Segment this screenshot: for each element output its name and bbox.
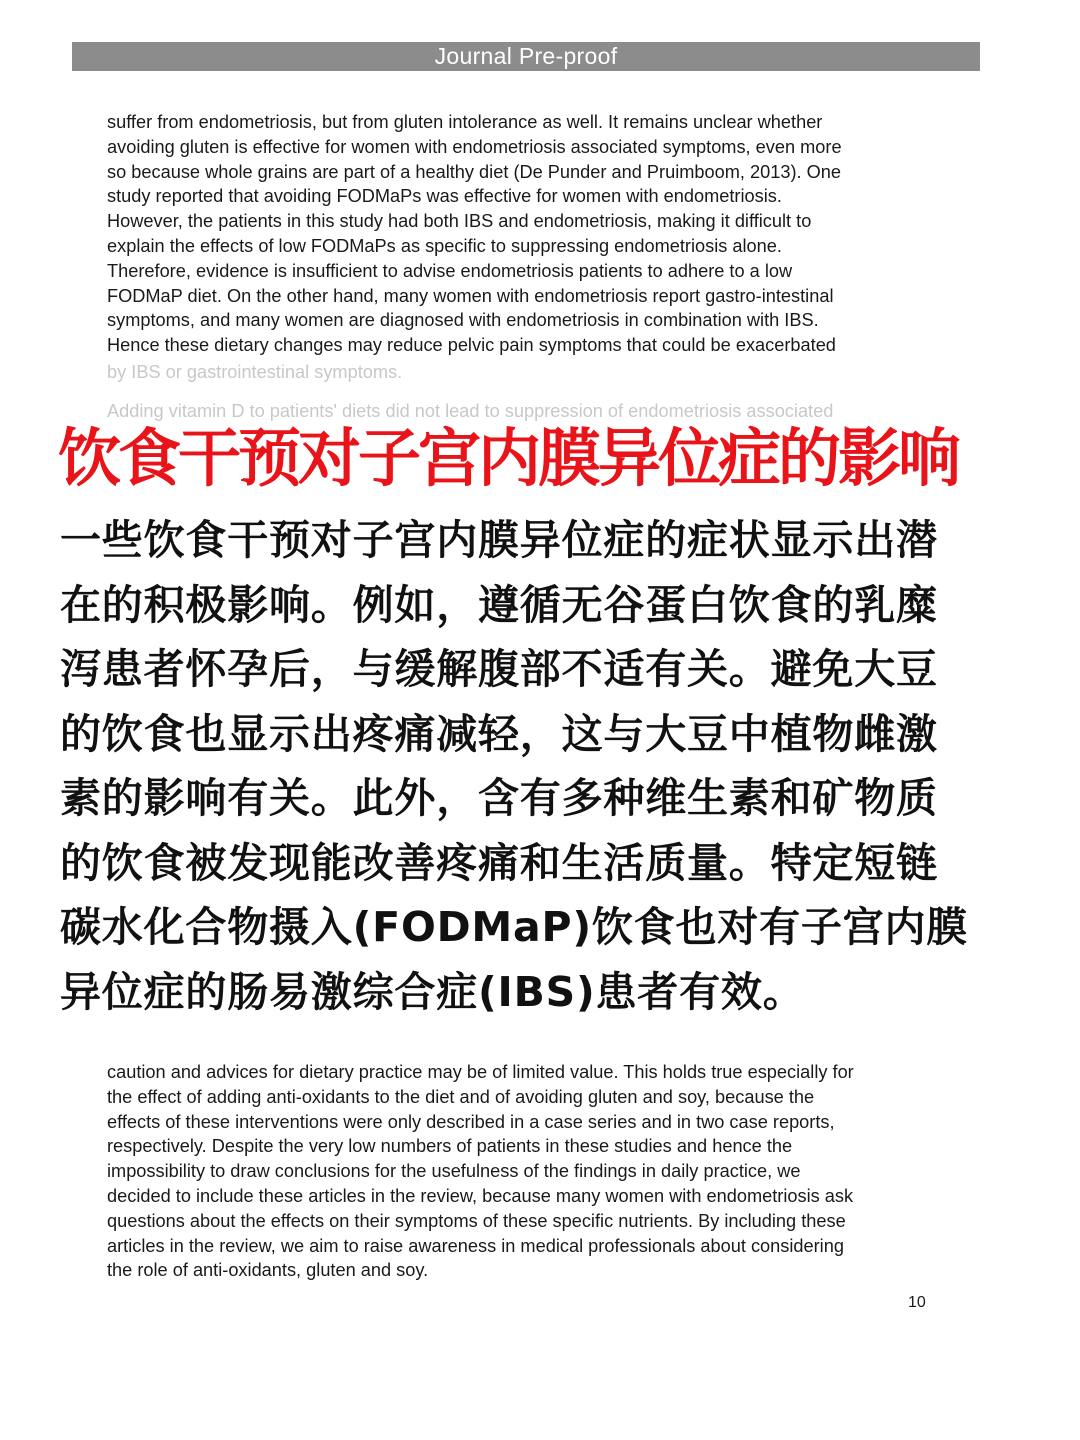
text-line: effects of these interventions were only described in a case series and in two case reports, (107, 1111, 835, 1132)
text-line: by IBS or gastrointestinal symptoms. (107, 362, 403, 382)
text-line: the effect of adding anti-oxidants to the diet and of avoiding gluten and soy, because the (107, 1086, 815, 1107)
text-line: FODMaP diet. On the other hand, many women with endometriosis report gastro-intestinal (107, 285, 834, 306)
text-line: caution and advices for dietary practice may be of limited value. This holds true especially for (107, 1062, 854, 1082)
paragraph-top (107, 110, 947, 358)
summary-line: 泻患者怀孕后，与缓解腹部不适有关。避免大豆 (60, 645, 938, 693)
text-line: the role of anti-oxidants, gluten and soy. (107, 1260, 429, 1281)
page-number: 10 (908, 1294, 926, 1311)
summary-line: 异位症的肠易激综合症(IBS)患者有效。 (60, 967, 805, 1016)
summary-line: 一些饮食干预对子宫内膜异位症的症状显示出潜 (60, 516, 938, 564)
paragraph-faded (107, 360, 947, 424)
summary-line: 在的积极影响。例如，遵循无谷蛋白饮食的乳糜 (60, 580, 938, 629)
journal-preproof-banner: Journal Pre-proof (72, 42, 980, 71)
text-line: Hence these dietary changes may reduce pelvic pain symptoms that could be exacerbated (107, 335, 836, 356)
summary-line: 的饮食也显示出疼痛减轻，这与大豆中植物雌激 (60, 709, 938, 758)
text-line: Therefore, evidence is insufficient to advise endometriosis patients to adhere to a low (107, 260, 793, 281)
text-line: Adding vitamin D to patients' diets did not lead to suppression of endometriosis associated (107, 400, 834, 421)
paragraph-bottom (107, 1060, 947, 1283)
text-line: suffer from endometriosis, but from gluten intolerance as well. It remains unclear whether (107, 112, 823, 132)
summary-line: 的饮食被发现能改善疼痛和生活质量。特定短链 (60, 838, 938, 887)
text-line: symptoms, and many women are diagnosed with endometriosis in combination with IBS. (107, 310, 819, 331)
text-line: respectively. Despite the very low numbers of patients in these studies and hence the (107, 1136, 793, 1157)
text-line: However, the patients in this study had both IBS and endometriosis, making it difficult to (107, 211, 812, 232)
text-line: avoiding gluten is effective for women with endometriosis associated symptoms, even more (107, 136, 842, 157)
text-line: study reported that avoiding FODMaPs was effective for women with endometriosis. (107, 186, 782, 207)
text-line: questions about the effects on their symptoms of these specific nutrients. By including these (107, 1210, 846, 1231)
text-line: impossibility to draw conclusions for the usefulness of the findings in daily practice, we (107, 1161, 801, 1182)
summary-line: 碳水化合物摄入(FODMaP)饮食也对有子宫内膜 (60, 903, 969, 951)
overlay-title: 饮食干预对子宫内膜异位症的影响 (58, 422, 958, 495)
summary-line: 素的影响有关。此外，含有多种维生素和矿物质 (60, 774, 938, 822)
text-line: decided to include these articles in the review, because many women with endometriosis ask (107, 1185, 854, 1206)
text-line: articles in the review, we aim to raise awareness in medical professionals about considering (107, 1235, 844, 1256)
text-line: so because whole grains are part of a healthy diet (De Punder and Pruimboom, 2013). One (107, 161, 841, 182)
text-line: explain the effects of low FODMaPs as specific to suppressing endometriosis alone. (107, 235, 782, 256)
overlay-summary (60, 508, 1020, 1024)
